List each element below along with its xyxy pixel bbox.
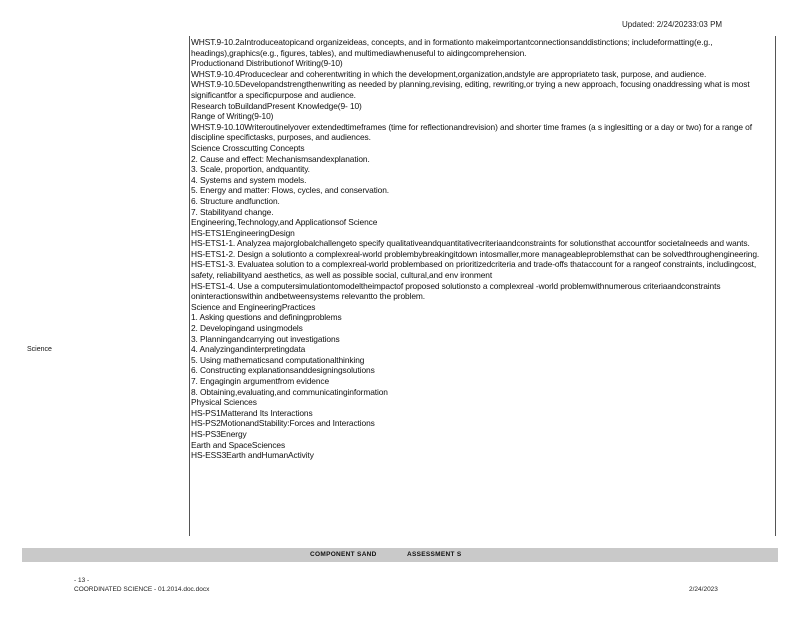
standard-line: HS-ETS1-4. Use a computersimulationtomodeltheimpactof proposed solutionsto a complexreal -world problemwithnumerous criteriaandconstraints oninteractionswithin andbetweensystems relevantto the problem.: [191, 280, 721, 302]
standard-line: Earth and SpaceSciences: [191, 439, 286, 450]
standard-line: 8. Obtaining,evaluating,and communicatinginformation: [191, 386, 388, 397]
standard-line: 5. Energy and matter: Flows, cycles, and conservation.: [191, 185, 390, 196]
standard-line: HS-ETS1-3. Evaluatea solution to a complexreal-world problembased on prioritizedcriteria and trade-offs thataccount for a rangeof constraints, includingcost, safety, reliabilityand aesthetics, as well as possible social, cultural,and env ironment: [191, 259, 757, 281]
standard-line: Science and EngineeringPractices: [191, 301, 316, 312]
standard-line: 5. Using mathematicsand computationalthinking: [191, 354, 365, 365]
standard-line: 4. Analyzingandinterpretingdata: [191, 344, 306, 355]
standard-line: 1. Asking questions and definingproblems: [191, 312, 342, 323]
standard-line: 3. Scale, proportion, andquantity.: [191, 164, 310, 175]
column-divider-left: [189, 36, 190, 536]
standard-line: HS-ESS3Earth andHumanActivity: [191, 450, 314, 461]
page-number: - 13 -: [74, 577, 90, 584]
standards-table: [22, 36, 776, 536]
standard-line: HS-PS2MotionandStability:Forces and Interactions: [191, 418, 375, 429]
standards-content: [191, 37, 774, 461]
section-title-components: COMPONENT SAND: [310, 551, 377, 558]
standard-line: WHST.9-10.5Developandstrengthenwriting as needed by planning,revising, editing, rewriting,or trying a new approach, focusing onaddressing what is most significantfor a specificpurpose and audience.: [191, 79, 750, 100]
standard-line: Research toBuildandPresent Knowledge(9- 10): [191, 100, 362, 111]
document-filename: COORDINATED SCIENCE - 01.2014.doc.docx: [74, 586, 210, 593]
standard-line: Productionand Distributionof Writing(9-10): [191, 58, 343, 69]
standard-line: 3. Planningandcarrying out investigations: [191, 333, 340, 344]
standard-line: 6. Structure andfunction.: [191, 195, 280, 206]
section-title-assessments: ASSESSMENT S: [407, 551, 462, 558]
standard-line: HS-PS3Energy: [191, 428, 247, 439]
updated-timestamp: Updated: 2/24/20233:03 PM: [622, 20, 723, 29]
standard-line: Physical Sciences: [191, 397, 257, 408]
standard-line: 7. Engagingin argumentfrom evidence: [191, 376, 330, 386]
standard-line: WHST.9-10.2aIntroduceatopicand organizeideas, concepts, and in formationto makeimportantconnectionsanddistinctions; includeformatting(e.g., headings),graphics(e.g., figures, tables), and multimediawhenuseful to aidingcomprehension.: [191, 37, 713, 58]
standard-line: HS-ETS1-2. Design a solutionto a complexreal-world problembybreakingitdown intosmaller,more manageableproblemsthat can be solvedthroughengineering.: [191, 248, 760, 259]
standard-line: Range of Writing(9-10): [191, 111, 274, 122]
standard-line: HS-ETS1EngineeringDesign: [191, 227, 295, 238]
standard-line: 2. Cause and effect: Mechanismsandexplanation.: [191, 153, 370, 164]
column-divider-right: [775, 36, 776, 536]
subject-label: Science: [27, 346, 52, 353]
standard-line: WHST.9-10.10Writeroutinelyover extendedtimeframes (time for reflectionandrevision) and shorter time frames (a s inglesitting or a day or two) for a range of discipline specifictasks, purposes, and audiences.: [191, 121, 752, 143]
section-header-bar: [22, 548, 778, 562]
standard-line: 2. Developingand usingmodels: [191, 323, 303, 334]
standard-line: 7. Stabilityand change.: [191, 206, 274, 217]
standard-line: Science Crosscutting Concepts: [191, 142, 305, 153]
standard-line: Engineering,Technology,and Applicationsof Science: [191, 217, 378, 228]
footer-date: 2/24/2023: [689, 586, 718, 593]
standard-line: HS-PS1Matterand Its Interactions: [191, 407, 313, 418]
standard-line: 4. Systems and system models.: [191, 174, 307, 185]
standard-line: 6. Constructing explanationsanddesigningsolutions: [191, 365, 375, 376]
standard-line: WHST.9-10.4Produceclear and coherentwriting in which the development,organization,andstyle are appropriateto task, purpose, and audience.: [191, 68, 707, 79]
standard-line: HS-ETS1-1. Analyzea majorglobalchallengeto specify qualitativeandquantitativecriteriaandconstraints for solutionsthat accountfor societalneeds and wants.: [191, 238, 750, 249]
